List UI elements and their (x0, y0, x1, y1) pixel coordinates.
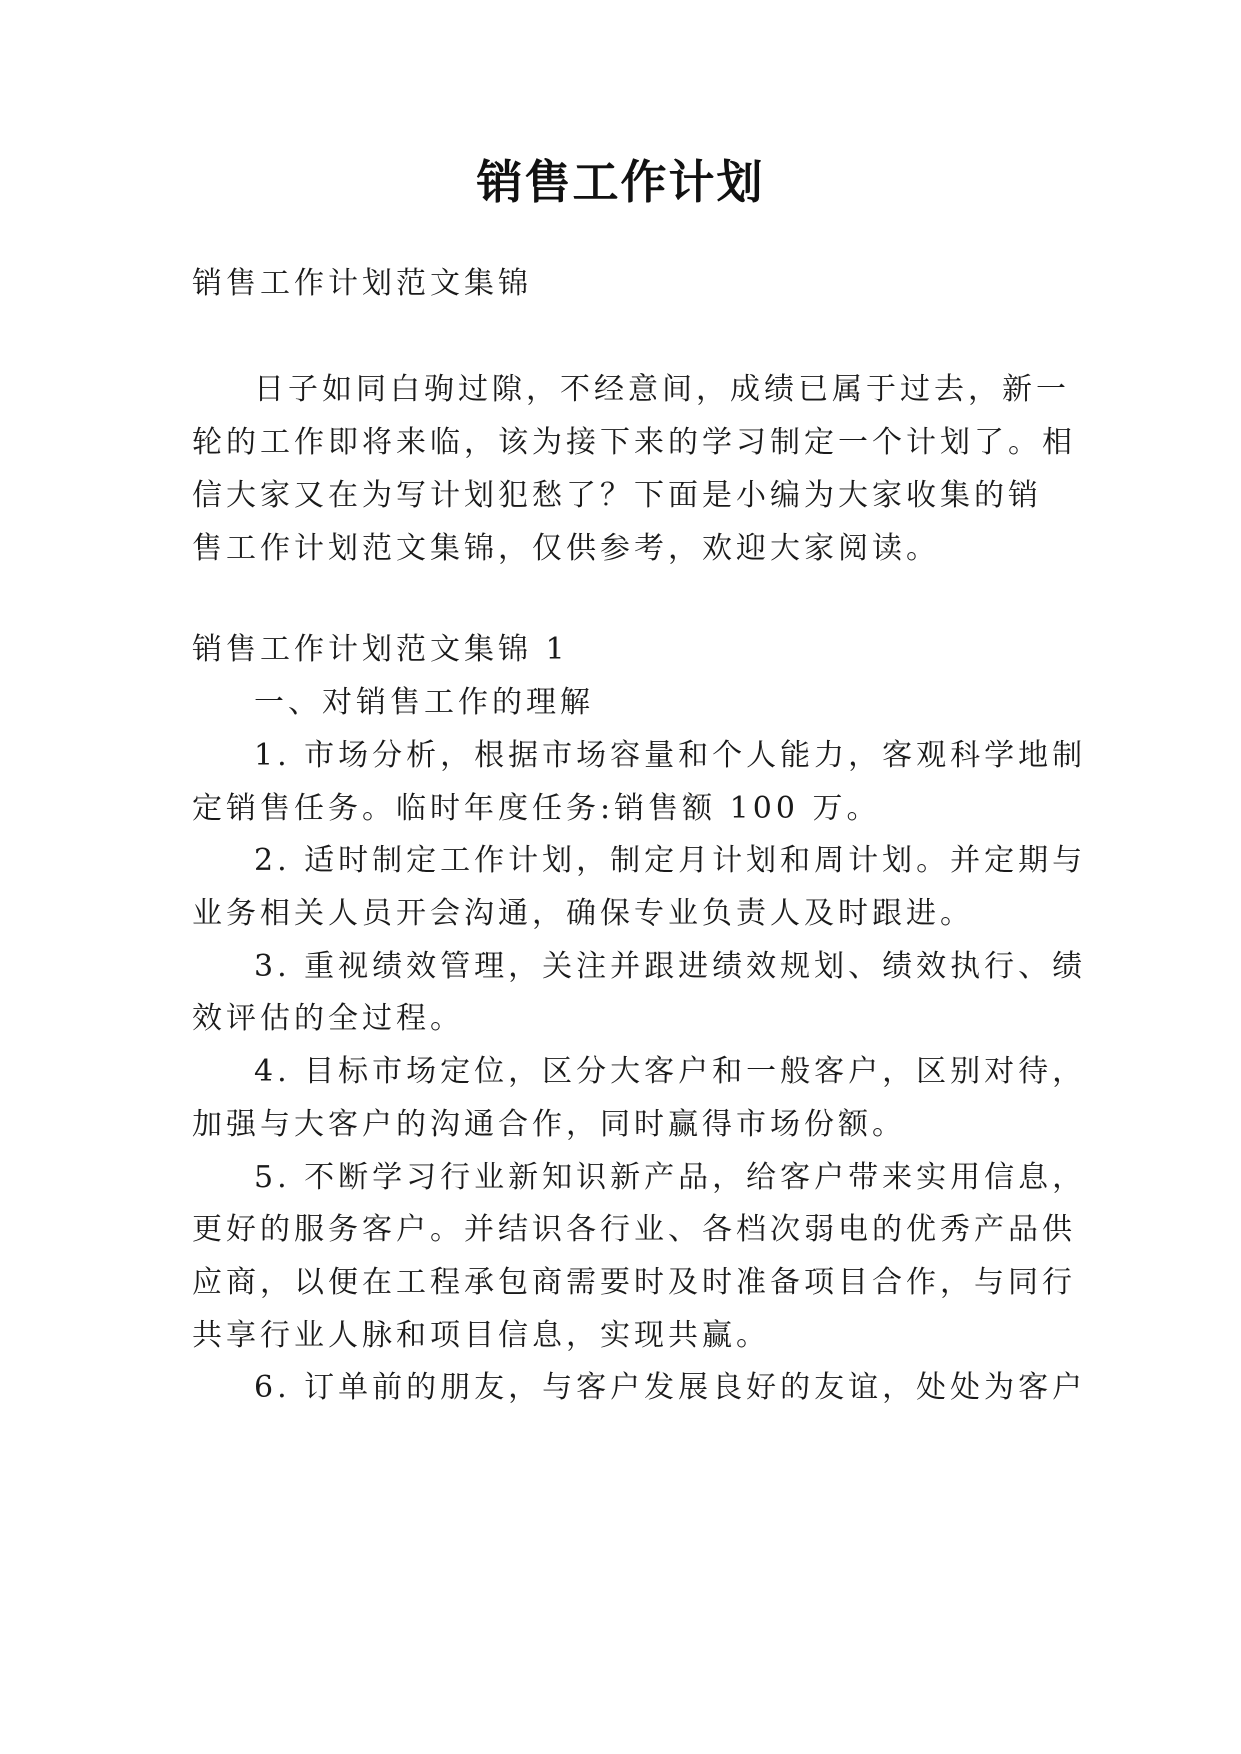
list-item-line: 3. 重视绩效管理，关注并跟进绩效规划、绩效执行、绩 (254, 949, 1087, 984)
list-item-line: 6. 订单前的朋友，与客户发展良好的友谊，处处为客户 (254, 1370, 1087, 1405)
document-subtitle: 销售工作计划范文集锦 (192, 266, 532, 301)
list-item-line: 定销售任务。临时年度任务:销售额 100 万。 (192, 791, 881, 826)
intro-line: 轮的工作即将来临，该为接下来的学习制定一个计划了。相 (192, 425, 1076, 460)
list-item-line: 共享行业人脉和项目信息，实现共赢。 (192, 1318, 770, 1353)
intro-line: 售工作计划范文集锦，仅供参考，欢迎大家阅读。 (192, 531, 940, 566)
section-subheading: 一、对销售工作的理解 (254, 685, 594, 720)
intro-line: 日子如同白驹过隙，不经意间，成绩已属于过去，新一 (254, 372, 1070, 407)
section-heading: 销售工作计划范文集锦 1 (192, 632, 569, 667)
list-item-line: 2. 适时制定工作计划，制定月计划和周计划。并定期与 (254, 843, 1087, 878)
list-item-line: 5. 不断学习行业新知识新产品，给客户带来实用信息， (254, 1160, 1087, 1195)
list-item-line: 1. 市场分析，根据市场容量和个人能力，客观科学地制 (254, 738, 1087, 773)
list-item-line: 更好的服务客户。并结识各行业、各档次弱电的优秀产品供 (192, 1212, 1076, 1247)
list-item-line: 4. 目标市场定位，区分大客户和一般客户，区别对待， (254, 1054, 1087, 1089)
intro-line: 信大家又在为写计划犯愁了？下面是小编为大家收集的销 (192, 478, 1042, 513)
document-title: 销售工作计划 (476, 155, 765, 209)
list-item-line: 业务相关人员开会沟通，确保专业负责人及时跟进。 (192, 896, 974, 931)
list-item-line: 应商，以便在工程承包商需要时及时准备项目合作，与同行 (192, 1265, 1076, 1300)
list-item-line: 加强与大客户的沟通合作，同时赢得市场份额。 (192, 1107, 906, 1142)
list-item-line: 效评估的全过程。 (192, 1001, 464, 1036)
